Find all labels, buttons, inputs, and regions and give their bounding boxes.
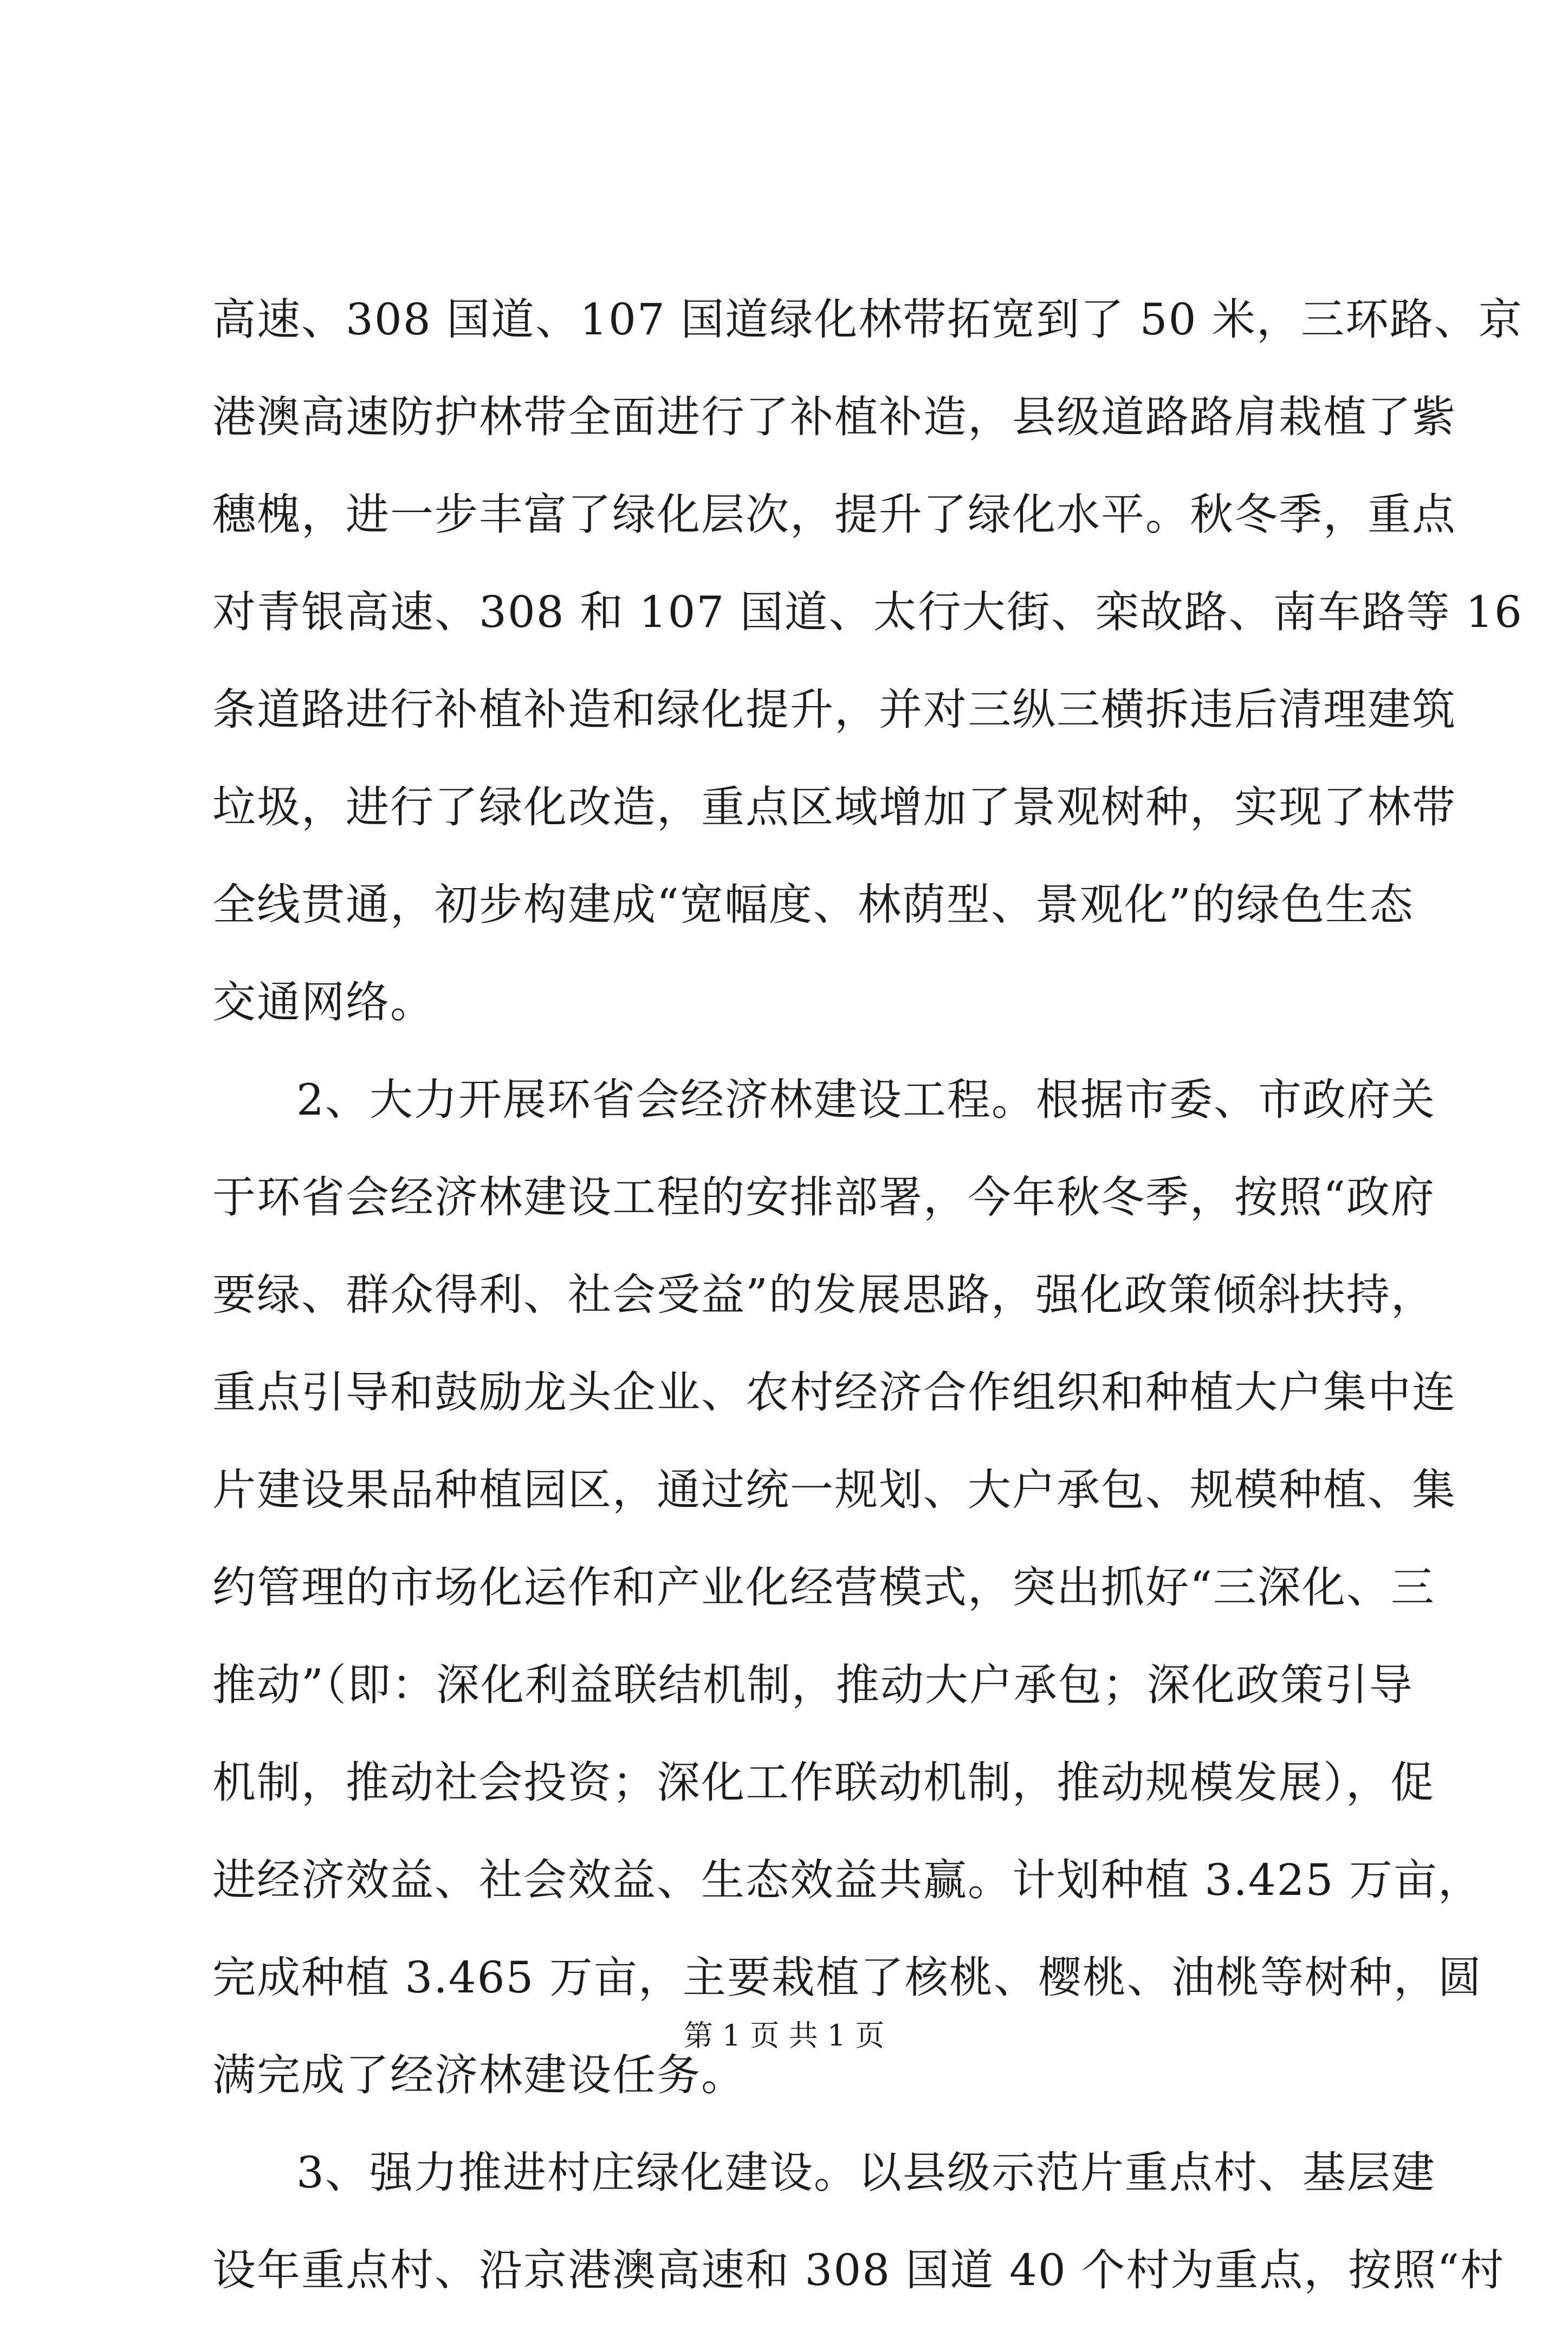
text-line: 进经济效益、社会效益、生态效益共赢。计划种植 3.425 万亩， <box>212 1855 1482 1905</box>
text-line: 于环省会经济林建设工程的安排部署，今年秋冬季，按照“政府 <box>212 1172 1435 1222</box>
text-line: 交通网络。 <box>212 977 435 1027</box>
text-line: 垃圾，进行了绿化改造，重点区域增加了景观树种，实现了林带 <box>212 782 1456 832</box>
text-line: 片建设果品种植园区，通过统一规划、大户承包、规模种植、集 <box>212 1465 1456 1515</box>
text-line: 对青银高速、308 和 107 国道、太行大街、栾故路、南车路等 16 <box>212 587 1523 637</box>
text-line: 高速、308 国道、107 国道绿化林带拓宽到了 50 米，三环路、京 <box>212 294 1523 345</box>
text-line: 推动”（即：深化利益联结机制，推动大户承包；深化政策引导 <box>212 1660 1414 1710</box>
text-line: 设年重点村、沿京港澳高速和 308 国道 40 个村为重点，按照“村 <box>212 2245 1505 2295</box>
text-line: 全线贯通，初步构建成“宽幅度、林荫型、景观化”的绿色生态 <box>212 879 1414 930</box>
paragraph-heading-line: 2、大力开展环省会经济林建设工程。根据市委、市政府关 <box>296 1075 1436 1125</box>
text-line: 重点引导和鼓励龙头企业、农村经济合作组织和种植大户集中连 <box>212 1367 1456 1418</box>
text-line: 约管理的市场化运作和产业化经营模式，突出抓好“三深化、三 <box>212 1562 1435 1613</box>
text-line: 满完成了经济林建设任务。 <box>212 2050 746 2100</box>
page-footer: 第 1 页 共 1 页 <box>683 2018 885 2053</box>
text-line: 穗槐，进一步丰富了绿化层次，提升了绿化水平。秋冬季，重点 <box>212 489 1456 540</box>
text-line: 完成种植 3.465 万亩，主要栽植了核桃、樱桃、油桃等树种，圆 <box>212 1952 1482 2003</box>
text-line: 机制，推动社会投资；深化工作联动机制，推动规模发展），促 <box>212 1757 1435 1808</box>
text-line: 条道路进行补植补造和绿化提升，并对三纵三横拆违后清理建筑 <box>212 684 1456 735</box>
text-line: 港澳高速防护林带全面进行了补植补造，县级道路路肩栽植了紫 <box>212 392 1456 442</box>
paragraph-heading-line: 3、强力推进村庄绿化建设。以县级示范片重点村、基层建 <box>296 2147 1436 2198</box>
text-line: 要绿、群众得利、社会受益”的发展思路，强化政策倾斜扶持， <box>212 1270 1435 1320</box>
